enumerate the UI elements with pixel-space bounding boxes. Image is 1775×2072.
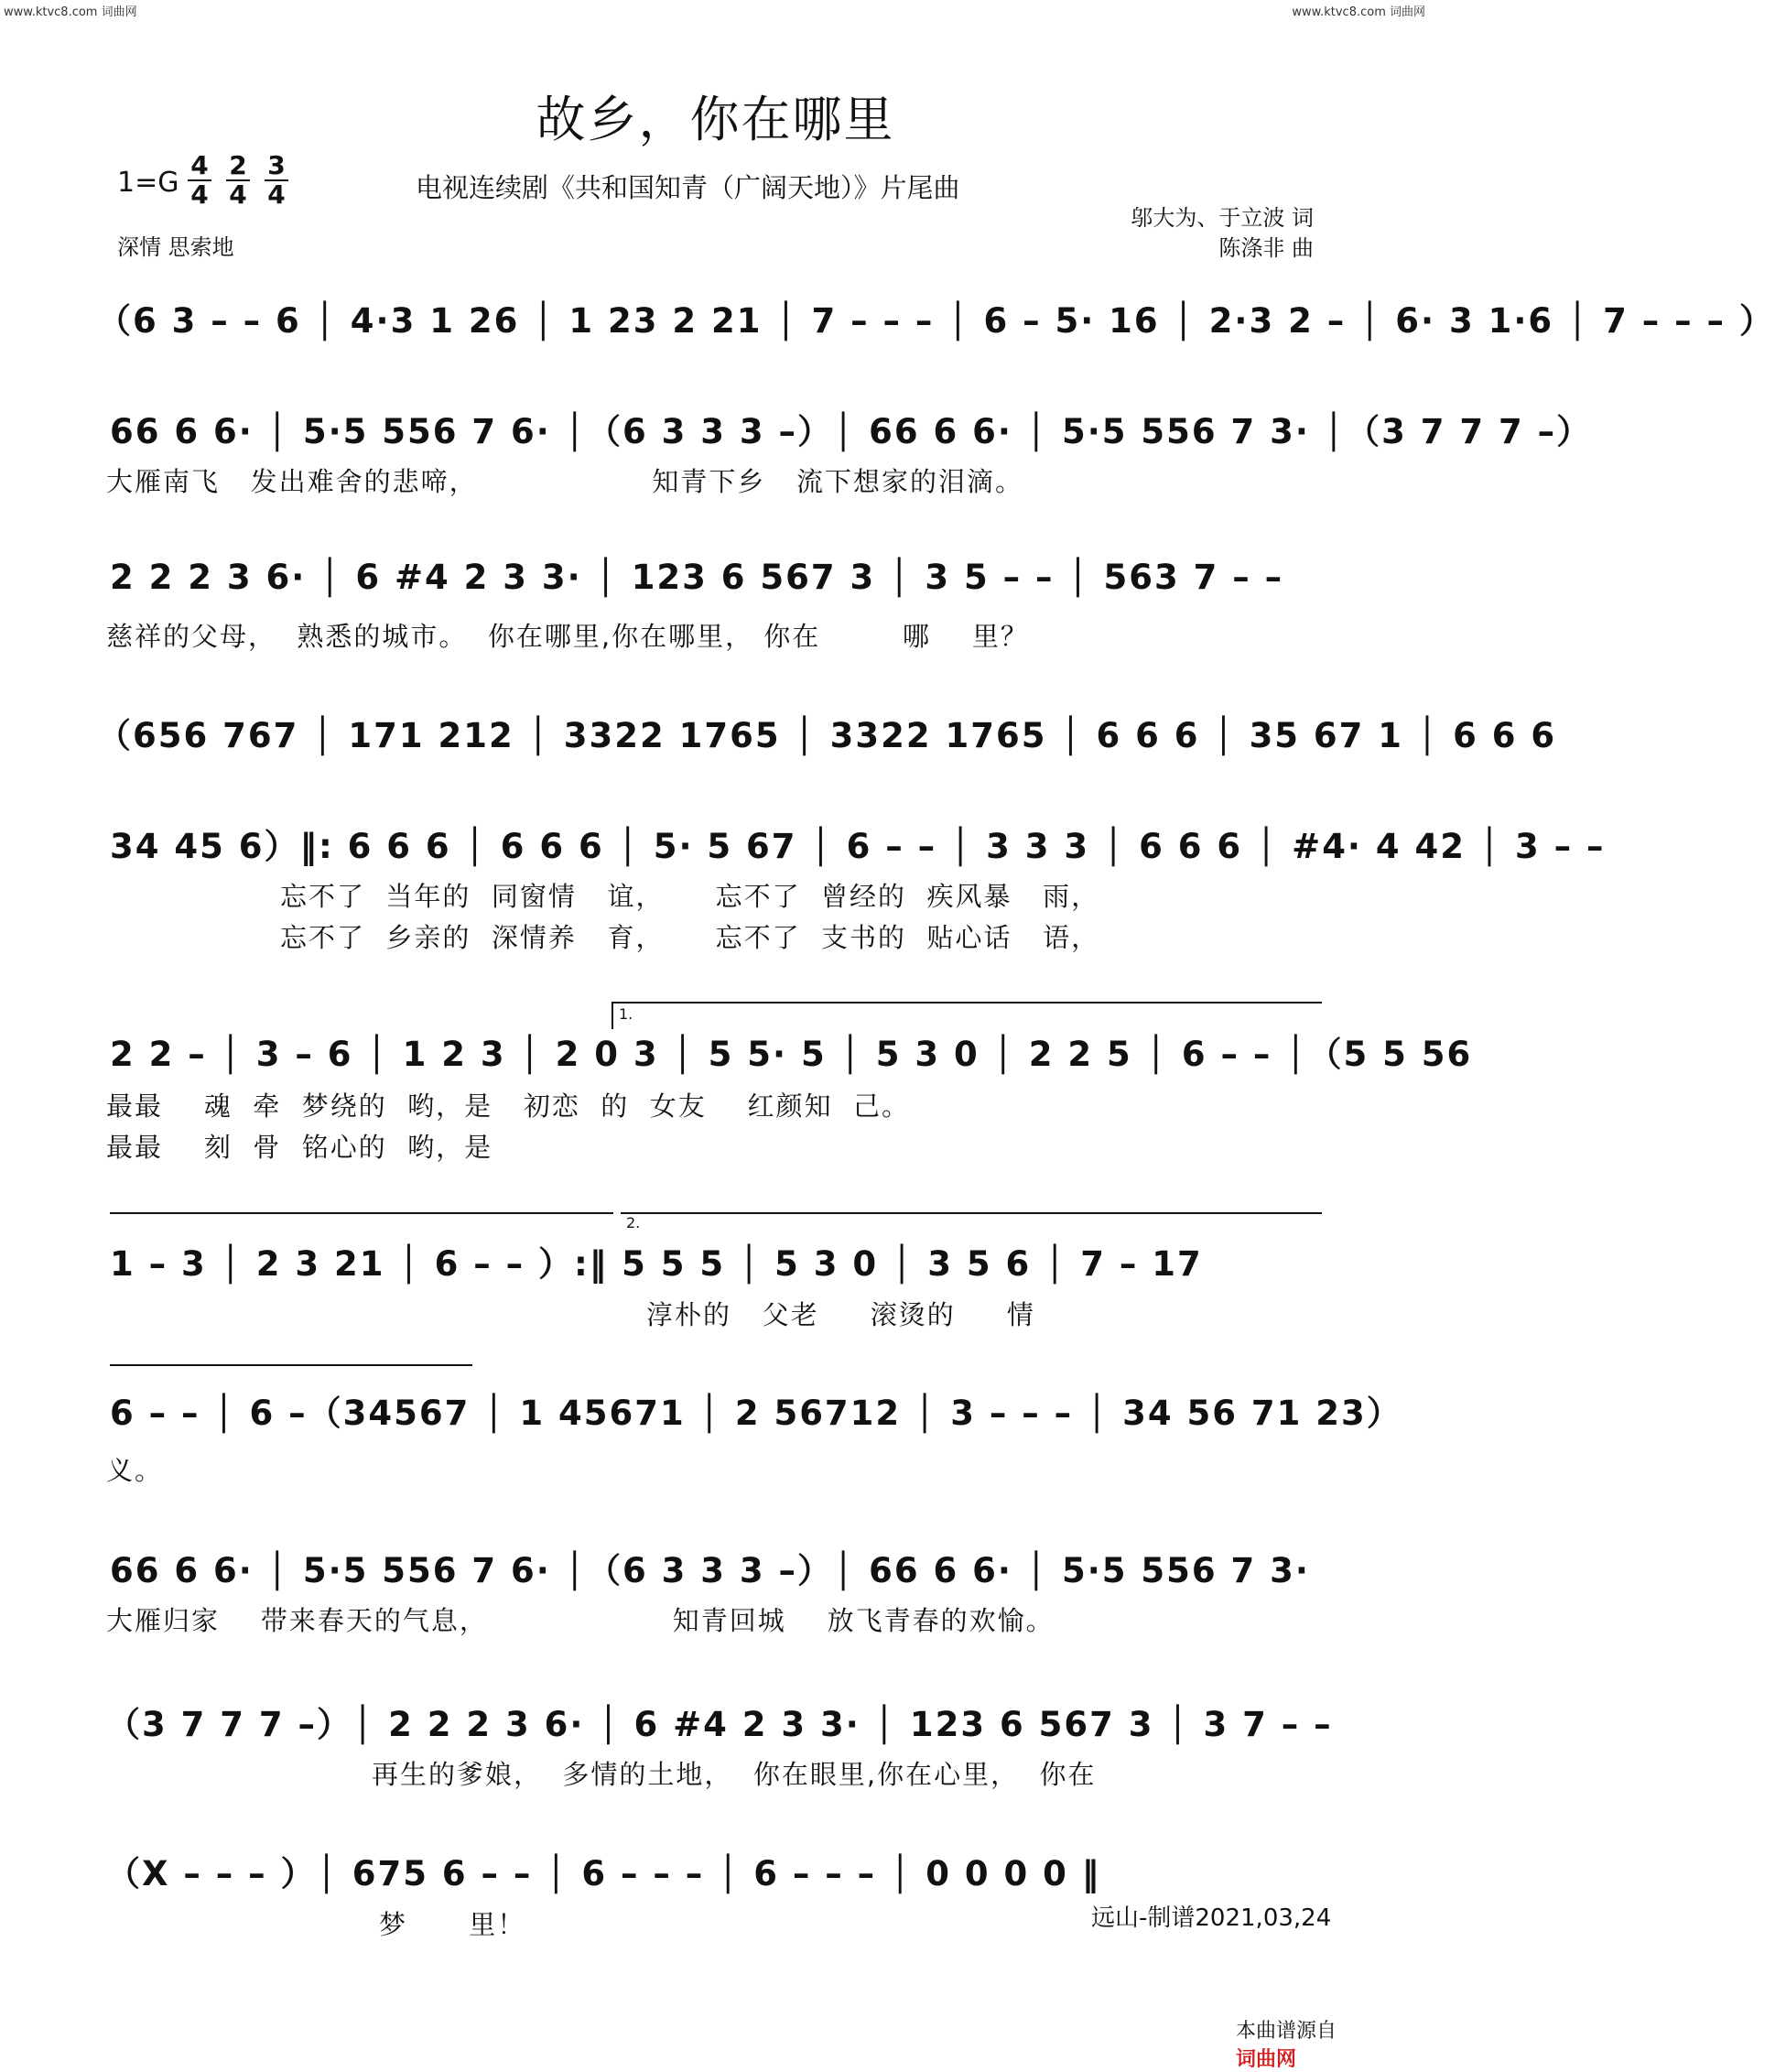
time-signature-3: 3 4 (265, 152, 288, 209)
score-line-11: （X – – – ）│ 675 6 – – │ 6 – – – │ 6 – – – │ 0 0 0 0 ‖ (106, 1854, 1101, 1893)
volta-1-label: 1. (619, 1005, 633, 1023)
volta-1-continuation (110, 1212, 613, 1214)
volta-1-hook (612, 1002, 613, 1029)
footer-source (1223, 1992, 1337, 2072)
score-line-2: 66 6 6· │ 5·5 556 7 6· │（6 3 3 3 –）│ 66 6 6· │ 5·5 556 7 3· │（3 7 7 7 –） (110, 412, 1593, 451)
lyric-line-11: 梦 里！ (379, 1909, 526, 1940)
footer-brand-link[interactable]: 词曲网 (1236, 2048, 1297, 2071)
lyric-line-6b: 最最 刻 骨 铭心的 哟，是 (106, 1132, 493, 1163)
score-line-7: 1 – 3 │ 2 3 21 │ 6 – – ）:‖ 5 5 5 │ 5 3 0 │ 3 5 6 │ 7 – 17 (110, 1244, 1203, 1284)
lyric-line-7: 淳朴的 父老 滚烫的 情 (646, 1299, 1035, 1330)
score-line-3: 2 2 2 3 6· │ 6 #4 2 3 3· │ 123 6 567 3 │ 3 5 – – │ 563 7 – – (110, 558, 1284, 597)
lyric-line-10: 再生的爹娘， 多情的土地， 你在眼里,你在心里， 你在 (372, 1759, 1097, 1790)
score-line-1: （6 3 – – 6 │ 4·3 1 26 │ 1 23 2 21 │ 7 – – – │ 6 – 5· 16 │ 2·3 2 – │ 6· 3 1·6 │ 7 – – – ） (97, 301, 1775, 341)
lyric-line-3: 慈祥的父母， 熟悉的城市。 你在哪里,你在哪里， 你在 哪 里？ (106, 621, 1029, 652)
expression-mark: 深情 思索地 (117, 234, 234, 260)
score-line-10: （3 7 7 7 –）│ 2 2 2 3 6· │ 6 #4 2 3 3· │ 123 6 567 3 │ 3 7 – – (106, 1705, 1333, 1744)
composer-credit: 陈涤非 曲 (1218, 235, 1314, 261)
volta-1-bracket (612, 1002, 1322, 1003)
lyric-line-6a: 最最 魂 牵 梦绕的 哟，是 初恋 的 女友 红颜知 己。 (106, 1090, 911, 1122)
score-line-5: 34 45 6）‖: 6 6 6 │ 6 6 6 │ 5· 5 67 │ 6 – – │ 3 3 3 │ 6 6 6 │ #4· 4 42 │ 3 – – (110, 827, 1606, 866)
volta-2-continuation (110, 1364, 472, 1366)
lyricist-credit: 邬大为、于立波 词 (1131, 205, 1314, 231)
key-signature: 1=G (117, 167, 179, 199)
subtitle: 电视连续剧《共和国知青（广阔天地）》片尾曲 (416, 172, 960, 203)
volta-2-label: 2. (626, 1214, 641, 1231)
time-signature-1: 4 4 (188, 152, 211, 209)
footer-source-label: 本曲谱源自 (1236, 2020, 1337, 2043)
song-title: 故乡，你在哪里 (536, 91, 895, 148)
transcriber-signature: 远山-制谱2021,03,24 (1091, 1904, 1332, 1932)
time-signature-2: 2 4 (226, 152, 250, 209)
lyric-line-8: 义。 (106, 1455, 164, 1486)
volta-2-bracket (621, 1212, 1322, 1214)
score-line-9: 66 6 6· │ 5·5 556 7 6· │（6 3 3 3 –）│ 66 6 6· │ 5·5 556 7 3· (110, 1551, 1310, 1590)
lyric-line-2: 大雁南飞 发出难舍的悲啼， 知青下乡 流下想家的泪滴。 (106, 466, 1024, 497)
lyric-line-5a: 忘不了 当年的 同窗情 谊， 忘不了 曾经的 疾风暴 雨， (280, 881, 1100, 912)
header-url-left[interactable]: www.ktvc8.com 词曲网 (4, 5, 137, 19)
score-line-8: 6 – – │ 6 –（34567 │ 1 45671 │ 2 56712 │ 3 – – – │ 34 56 71 23） (110, 1394, 1402, 1433)
lyric-line-5b: 忘不了 乡亲的 深情养 育， 忘不了 支书的 贴心话 语， (280, 922, 1100, 953)
lyric-line-9: 大雁归家 带来春天的气息， 知青回城 放飞青春的欢愉。 (106, 1605, 1055, 1636)
score-line-4: （656 767 │ 171 212 │ 3322 1765 │ 3322 1765 │ 6 6 6 │ 35 67 1 │ 6 6 6 (97, 716, 1557, 755)
score-line-6: 2 2 – │ 3 – 6 │ 1 2 3 │ 2 0 3 │ 5 5· 5 │ 5 3 0 │ 2 2 5 │ 6 – – │（5 5 56 (110, 1035, 1473, 1074)
header-url-right[interactable]: www.ktvc8.com 词曲网 (1292, 5, 1425, 19)
